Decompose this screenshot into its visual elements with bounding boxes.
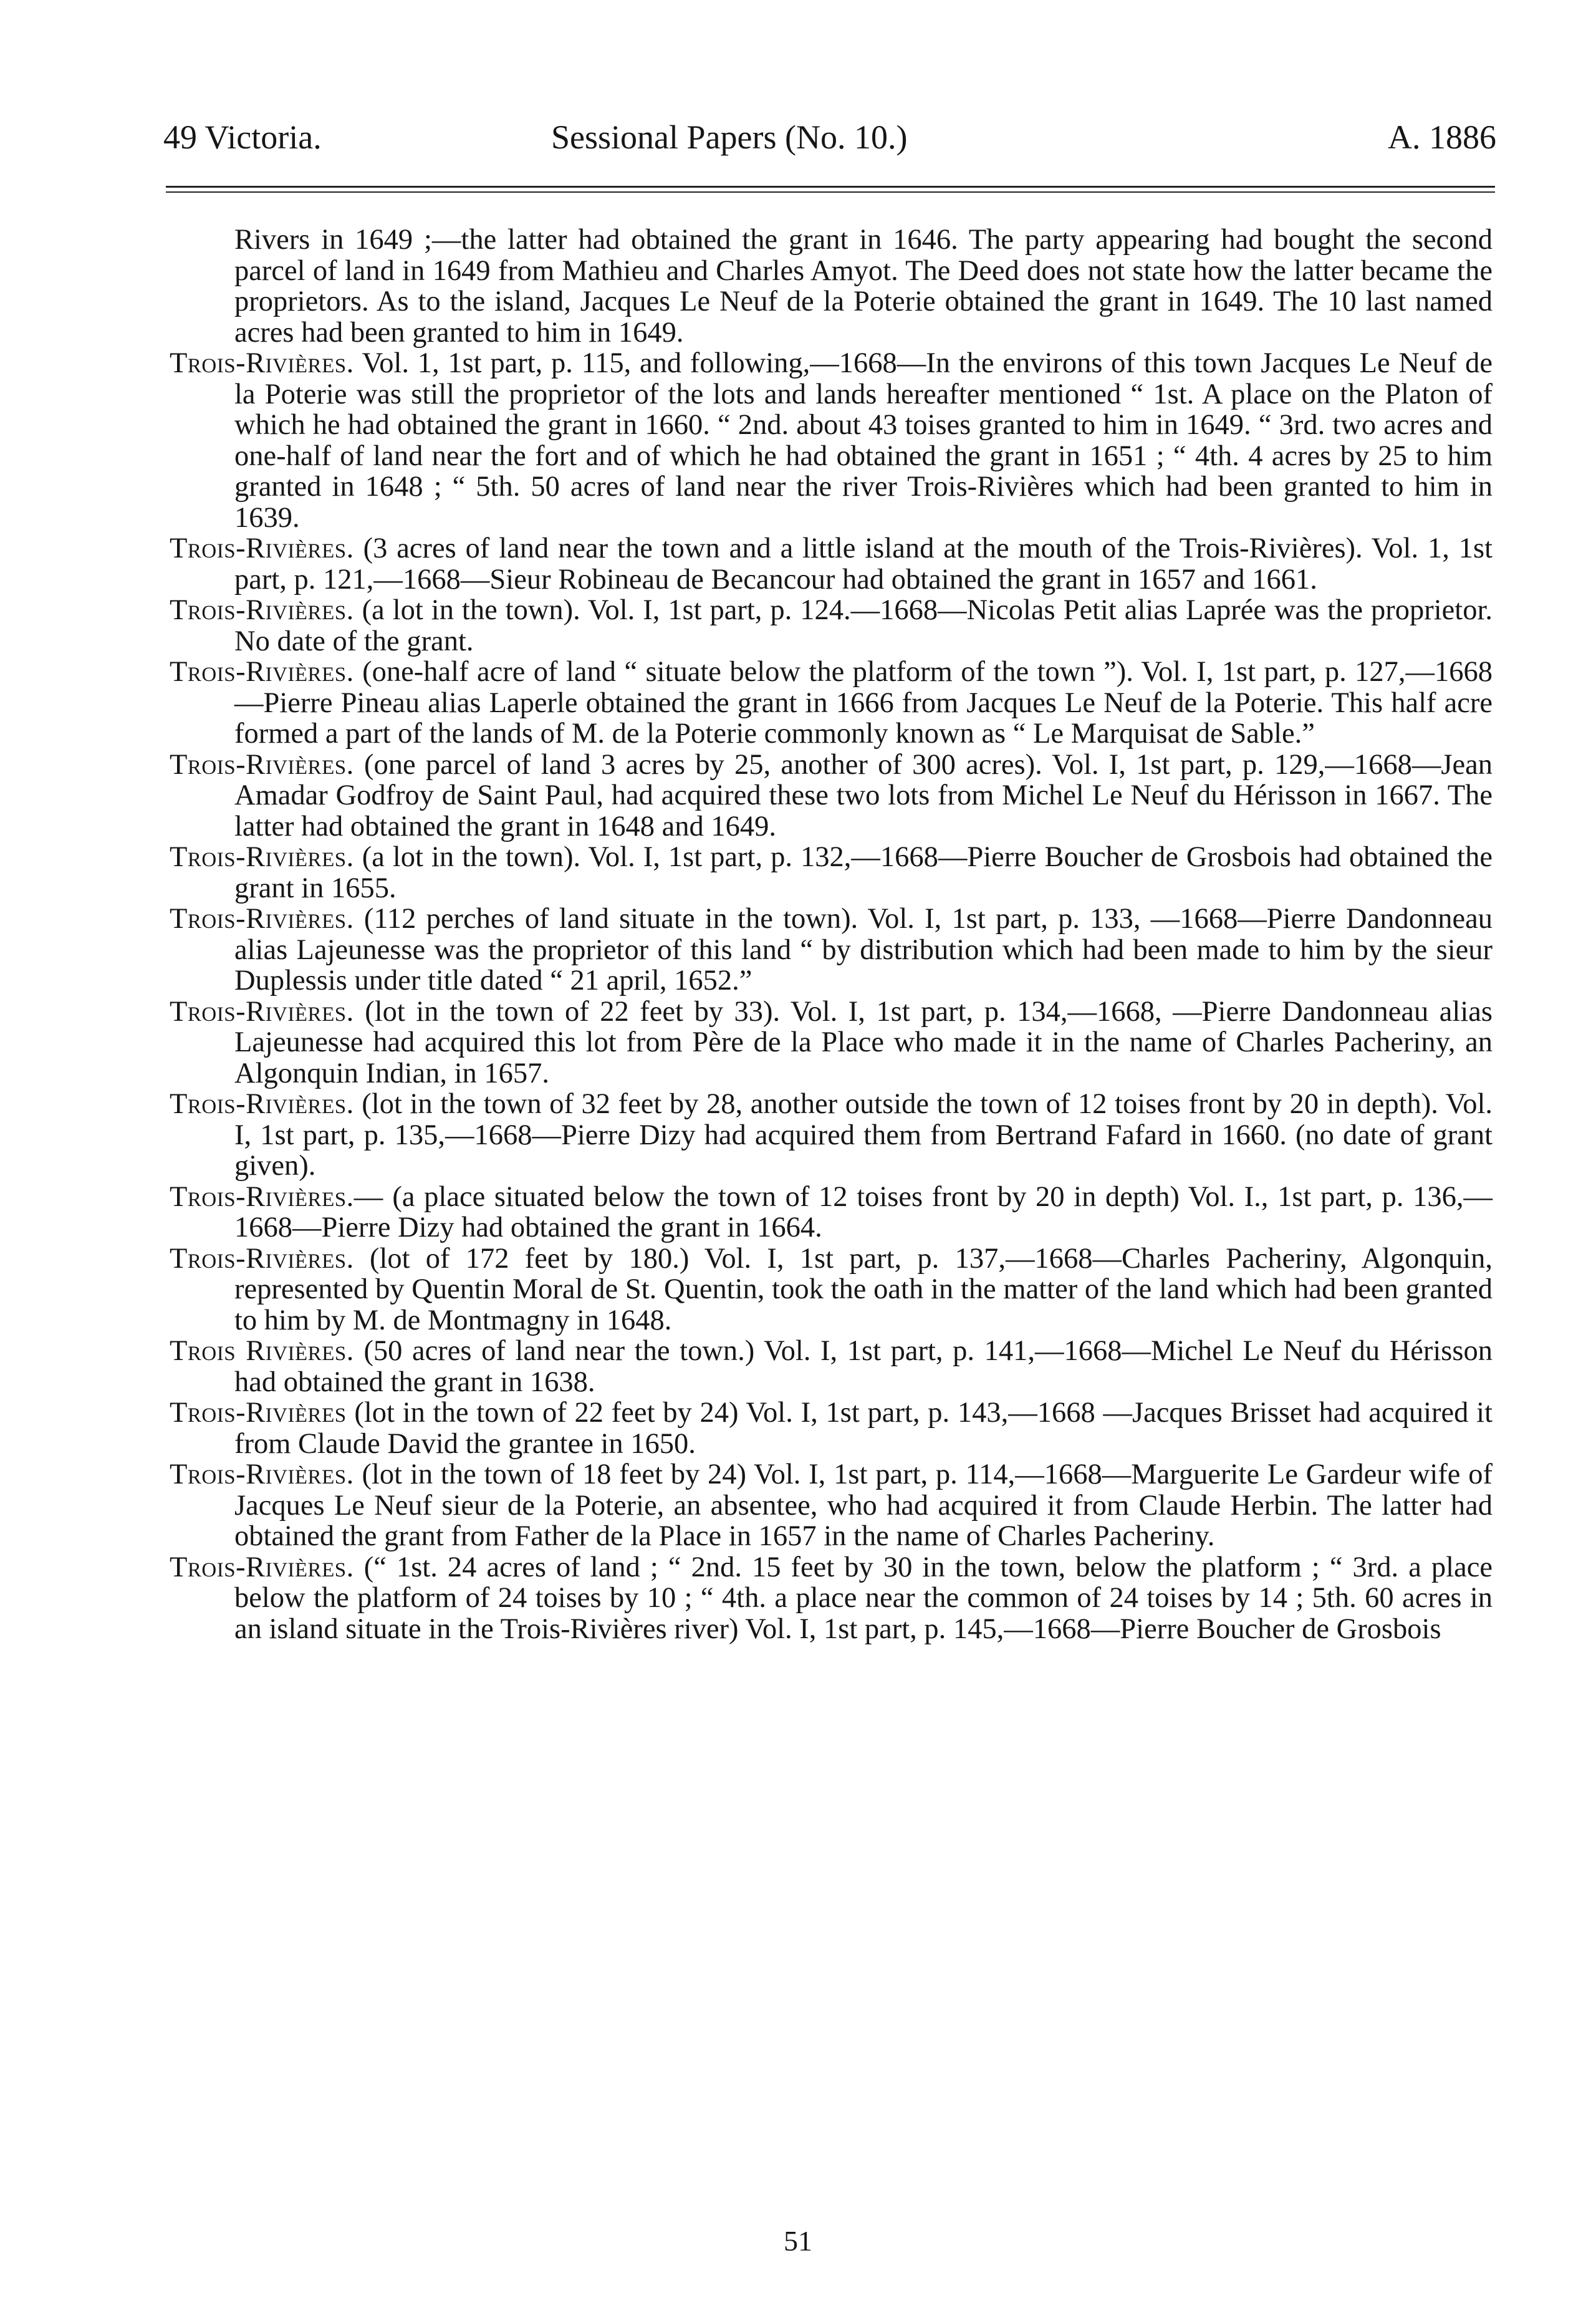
entry-label: Trois Rivières. bbox=[170, 1335, 354, 1367]
entry-text: Rivers in 1649 ;—the latter had obtained the grant in 1646. The party appearing had bought the second parcel of land in 1649 from Mathieu and Charles Amyot. The Deed does not state how the latter became the proprietors. As to the island, Jacques Le Neuf de la Poterie obtained the grant in 1649. The 10 last named acres had been granted to him in 1649. bbox=[234, 224, 1493, 349]
entry-label: Trois-Rivières. bbox=[170, 1242, 354, 1275]
entry-text: Vol. 1, 1st part, p. 115, and following,—1668—In the environs of this town Jacques Le Neuf de la Poterie was still the proprietor of the lots and lands hereafter mentioned “ 1st. A place on the Platon of which he had obtained the grant in 1660. “ 2nd. about 43 toises granted to him in 1649. “ 3rd. two acres and one-half of land near the fort and of which he had obtained the grant in 1651 ; “ 4th. 4 acres by 25 to him granted in 1648 ; “ 5th. 50 acres of land near the river Trois-Rivières which had been granted to him in 1639. bbox=[234, 347, 1493, 534]
entry-label: Trois-Rivières. bbox=[170, 995, 354, 1028]
entry-text: (one-half acre of land “ situate below the platform of the town ”). Vol. I, 1st part, p. 127,—1668—Pierre Pineau alias Laperle obtained the grant in 1666 from Jacques Le Neuf de la Poterie. This half acre formed a part of the lands of M. de la Poterie commonly known as “ Le Marquisat de Sable.” bbox=[234, 656, 1493, 750]
entry-paragraph bbox=[170, 1459, 1493, 1552]
entry-paragraph bbox=[170, 1243, 1493, 1336]
entry-label: Trois-Rivières.— bbox=[170, 1180, 383, 1213]
header-rule-line bbox=[166, 191, 1495, 193]
entry-text: (a lot in the town). Vol. I, 1st part, p. 132,—1668—Pierre Boucher de Grosbois had obtained the grant in 1655. bbox=[234, 841, 1493, 904]
entry-paragraph bbox=[170, 1397, 1493, 1459]
header-rule bbox=[166, 185, 1495, 195]
header-volume: 49 Victoria. bbox=[163, 118, 322, 156]
entry-text: (lot in the town of 22 feet by 33). Vol. I, 1st part, p. 134,—1668, —Pierre Dandonneau alias Lajeunesse had acquired this lot from Père de la Place who made it in the name of Charles Pacheriny, an Algonquin Indian, in 1657. bbox=[234, 995, 1493, 1089]
entry-text: (3 acres of land near the town and a little island at the mouth of the Trois-Rivières). Vol. 1, 1st part, p. 121,—1668—Sieur Robineau de Becancour had obtained the grant in 1657 and 1661. bbox=[234, 533, 1493, 596]
entry-label: Trois-Rivières bbox=[170, 1397, 347, 1429]
entry-text: (“ 1st. 24 acres of land ; “ 2nd. 15 feet by 30 in the town, below the platform ; “ 3rd. a place below the platform of 24 toises by 10 ; “ 4th. a place near the common of 24 toises by 14 ; 5th. 60 acres in an island situate in the Trois-Rivières river) Vol. I, 1st part, p. 145,—1668—Pierre Boucher de Grosbois bbox=[234, 1551, 1493, 1645]
entry-paragraph bbox=[170, 904, 1493, 996]
entry-paragraph bbox=[170, 1182, 1493, 1243]
entry-paragraph bbox=[170, 533, 1493, 595]
entry-label: Trois-Rivières. bbox=[170, 1088, 354, 1120]
entry-text: (lot in the town of 18 feet by 24) Vol. I, 1st part, p. 114,—1668—Marguerite Le Gardeur wife of Jacques Le Neuf sieur de la Poterie, an absentee, who had acquired it from Claude Herbin. The latter had obtained the grant from Father de la Place in 1657 in the name of Charles Pacheriny. bbox=[234, 1459, 1493, 1552]
entry-paragraph bbox=[170, 224, 1493, 348]
entry-label: Trois-Rivières. bbox=[170, 1551, 354, 1583]
entry-label: Trois-Rivières. bbox=[170, 748, 354, 781]
entry-label: Trois-Rivières. bbox=[170, 1459, 354, 1490]
entry-paragraph bbox=[170, 1336, 1493, 1397]
entry-label: Trois-Rivières. bbox=[170, 347, 354, 379]
entry-text: (a place situated below the town of 12 toises front by 20 in depth) Vol. I., 1st part, p. 136,—1668—Pierre Dizy had obtained the grant in 1664. bbox=[234, 1180, 1493, 1243]
page-number: 51 bbox=[784, 2225, 812, 2257]
entry-label: Trois-Rivières. bbox=[170, 841, 354, 873]
entry-paragraph bbox=[170, 1089, 1493, 1182]
entry-paragraph bbox=[170, 348, 1493, 533]
entry-label: Trois-Rivières. bbox=[170, 903, 354, 935]
entry-paragraph bbox=[170, 842, 1493, 904]
body-text bbox=[170, 224, 1493, 1644]
entry-text: (a lot in the town). Vol. I, 1st part, p. 124.—1668—Nicolas Petit alias Laprée was the proprietor. No date of the grant. bbox=[234, 594, 1493, 657]
entry-paragraph bbox=[170, 1552, 1493, 1645]
header-year: A. 1886 bbox=[1388, 118, 1496, 156]
header-rule-line bbox=[166, 186, 1495, 188]
header-title: Sessional Papers (No. 10.) bbox=[551, 118, 908, 156]
entry-text: (lot of 172 feet by 180.) Vol. I, 1st part, p. 137,—1668—Charles Pacheriny, Algonquin, represented by Quentin Moral de St. Quentin, took the oath in the matter of the land which had been granted to him by M. de Montmagny in 1648. bbox=[234, 1242, 1493, 1336]
entry-label: Trois-Rivières. bbox=[170, 594, 354, 626]
entry-paragraph bbox=[170, 996, 1493, 1089]
entry-text: (112 perches of land situate in the town). Vol. I, 1st part, p. 133, —1668—Pierre Dandonneau alias Lajeunesse was the proprietor of this land “ by distribution which had been made to him by the sieur Duplessis under title dated “ 21 april, 1652.” bbox=[234, 903, 1493, 996]
running-header bbox=[163, 112, 1496, 162]
entry-text: (50 acres of land near the town.) Vol. I, 1st part, p. 141,—1668—Michel Le Neuf du Hérisson had obtained the grant in 1638. bbox=[234, 1335, 1493, 1398]
entry-label: Trois-Rivières. bbox=[170, 656, 354, 688]
entry-label: Trois-Rivières. bbox=[170, 533, 354, 564]
entry-text: (one parcel of land 3 acres by 25, another of 300 acres). Vol. I, 1st part, p. 129,—1668—Jean Amadar Godfroy de Saint Paul, had acquired these two lots from Michel Le Neuf du Hérisson in 1667. The latter had obtained the grant in 1648 and 1649. bbox=[234, 748, 1493, 842]
entry-paragraph bbox=[170, 750, 1493, 842]
entry-text: (lot in the town of 32 feet by 28, another outside the town of 12 toises front by 20 in depth). Vol. I, 1st part, p. 135,—1668—Pierre Dizy had acquired them from Bertrand Fafard in 1660. (no date of grant given). bbox=[234, 1088, 1493, 1182]
entry-text: (lot in the town of 22 feet by 24) Vol. I, 1st part, p. 143,—1668 —Jacques Brisset had acquired it from Claude David the grantee in 1650. bbox=[234, 1397, 1493, 1460]
entry-paragraph bbox=[170, 657, 1493, 750]
entry-paragraph bbox=[170, 595, 1493, 657]
